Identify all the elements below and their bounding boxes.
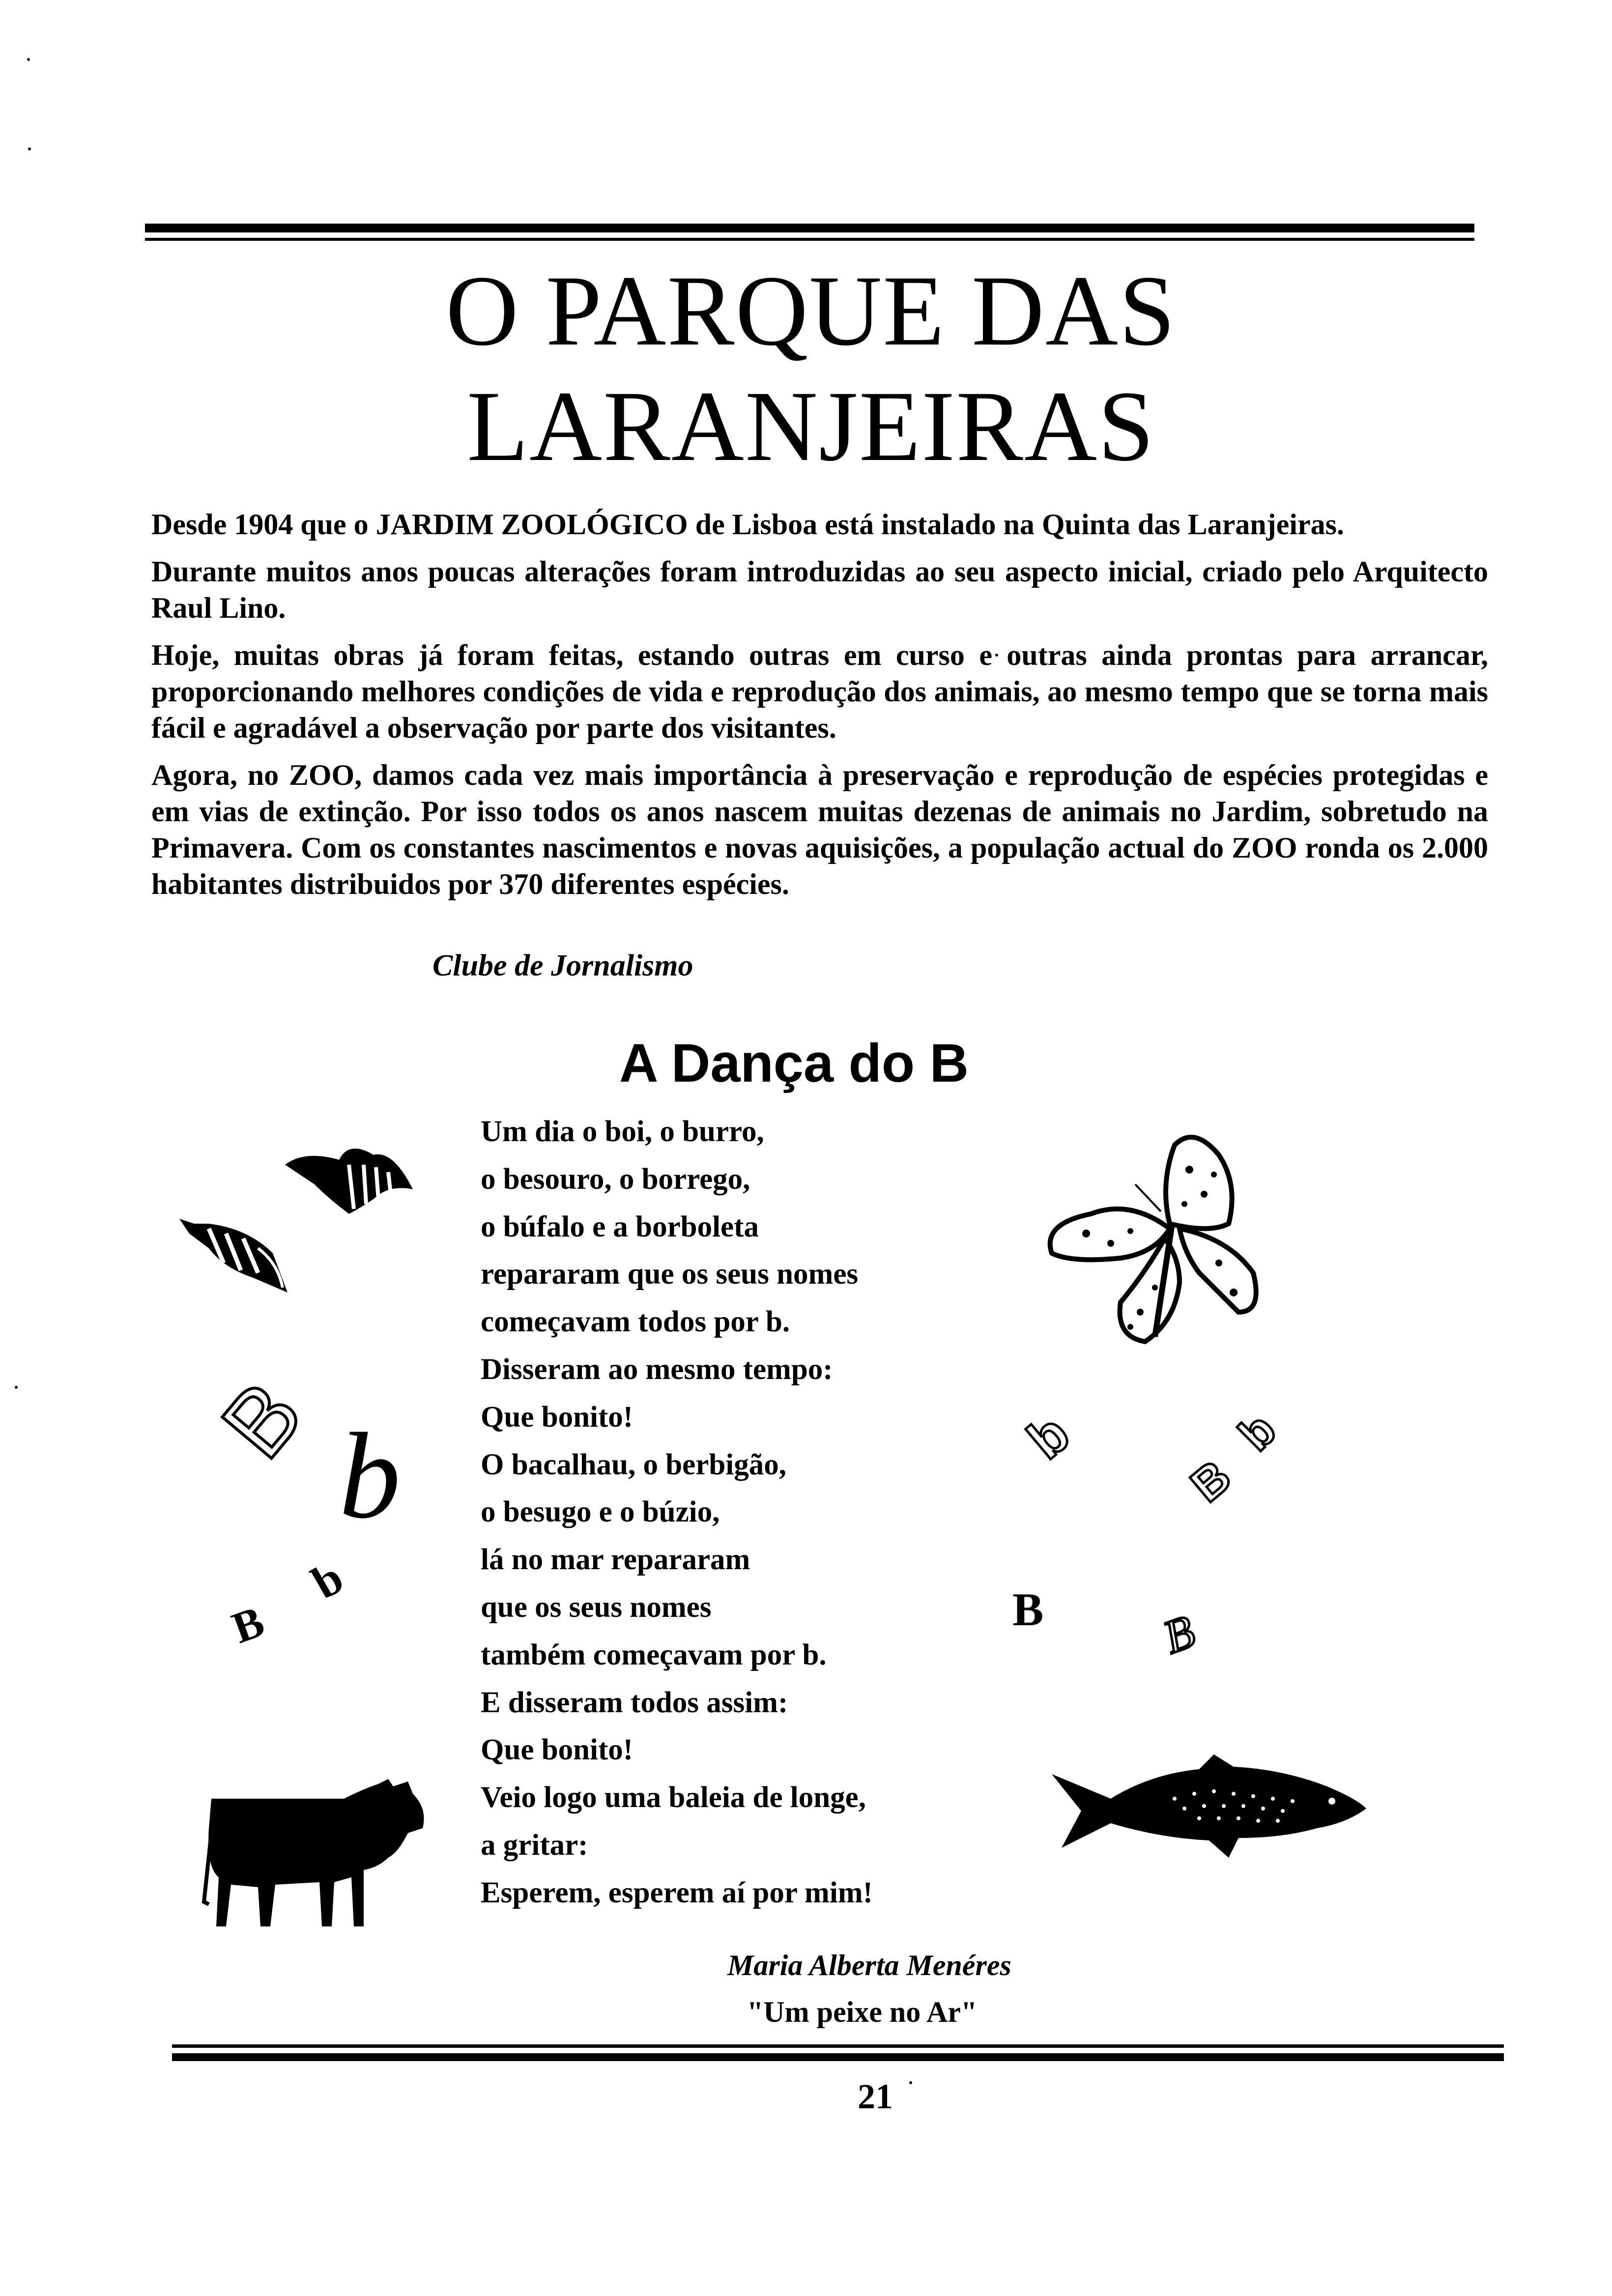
cone-shell-icon <box>179 1214 292 1297</box>
page-title <box>147 253 1474 484</box>
fish-icon <box>1052 1745 1371 1872</box>
shell-icon <box>275 1130 423 1219</box>
poem-line: o besugo e o búzio, <box>481 1495 720 1529</box>
decor-letter-b: B <box>1156 1605 1202 1664</box>
poem-line: Que bonito! <box>481 1733 633 1767</box>
poem-line: Um dia o boi, o burro, <box>481 1115 764 1148</box>
title-line-2: LARANJEIRAS <box>466 371 1155 482</box>
bottom-rule-thin <box>172 2044 1504 2048</box>
article-paragraph: Durante muitos anos poucas alterações foram introduzidas ao seu aspecto inicial, criado pelo Arquitecto Raul Lino. <box>151 555 1488 624</box>
poem-line: que os seus nomes <box>481 1590 712 1624</box>
decor-letter-b: B <box>1181 1450 1241 1512</box>
top-rule-thin <box>145 238 1474 241</box>
article-paragraph: Agora, no ZOO, damos cada vez mais importância à preservação e reprodução de espécies protegidas e em vias de extinção. Por isso todos os anos nascem muitas dezenas de animais no Jardim, sobretudo na Primavera. Com os constantes nascimentos e novas aquisições, a população actual do ZOO ronda os 2.000 habitantes distribuidos por 370 diferentes espécies. <box>151 759 1488 900</box>
scan-speck <box>909 2081 912 2084</box>
scan-speck <box>27 58 30 61</box>
poem-line: E disseram todos assim: <box>481 1686 788 1719</box>
top-rule-thick <box>145 224 1474 232</box>
decor-letter-b: b <box>1016 1403 1081 1471</box>
butterfly-icon <box>1032 1125 1278 1356</box>
page-number: 21 <box>858 2077 893 2116</box>
article-paragraph: Desde 1904 que o JARDIM ZOOLÓGICO de Lisboa está instalado na Quinta das Laranjeiras. <box>151 508 1344 541</box>
poem-line: lá no mar repararam <box>481 1543 750 1577</box>
poem-line: Que bonito! <box>481 1400 633 1434</box>
poem-line: O bacalhau, o berbigão, <box>481 1448 786 1481</box>
poem-line: a gritar: <box>481 1828 588 1862</box>
poem-line: o búfalo e a borboleta <box>481 1210 759 1243</box>
cow-icon <box>202 1779 432 1941</box>
title-line-1: O PARQUE DAS <box>446 255 1176 367</box>
poem-body <box>481 1108 873 1917</box>
decor-letter-b: B <box>226 1597 271 1653</box>
decor-letter-b: b <box>339 1408 401 1544</box>
scan-speck <box>28 147 31 150</box>
bottom-rule-thick <box>172 2053 1504 2061</box>
poem-line: começavam todos por b. <box>481 1305 790 1339</box>
poem-line: o besouro, o borrego, <box>481 1162 750 1196</box>
poem-source: "Um peixe no Ar" <box>747 1996 978 2028</box>
poem-line: Disseram ao mesmo tempo: <box>481 1352 833 1386</box>
decor-letter-b: B <box>202 1362 322 1477</box>
article-byline: Clube de Jornalismo <box>432 949 693 982</box>
poem-line: Esperem, esperem aí por mim! <box>481 1876 873 1909</box>
decor-letter-b: B <box>1012 1583 1044 1636</box>
article-paragraph: Hoje, muitas obras já foram feitas, estando outras em curso e outras ainda prontas para arrancar, proporcionando melhores condições de vida e reprodução dos animais, ao mesmo tempo que se torna mais fácil e agradável a observação por parte dos visitantes. <box>151 639 1488 744</box>
decor-letter-b: b <box>1229 1404 1286 1461</box>
poem-author: Maria Alberta Menéres <box>727 1949 1011 1981</box>
poem-line: repararam que os seus nomes <box>481 1258 859 1291</box>
decor-letter-b: b <box>303 1550 352 1609</box>
poem-line: Veio logo uma baleia de longe, <box>481 1781 866 1814</box>
poem-title: A Dança do B <box>619 1033 969 1093</box>
scan-speck <box>15 1386 18 1389</box>
poem-line: também começavam por b. <box>481 1638 827 1671</box>
article-body <box>151 506 1488 913</box>
